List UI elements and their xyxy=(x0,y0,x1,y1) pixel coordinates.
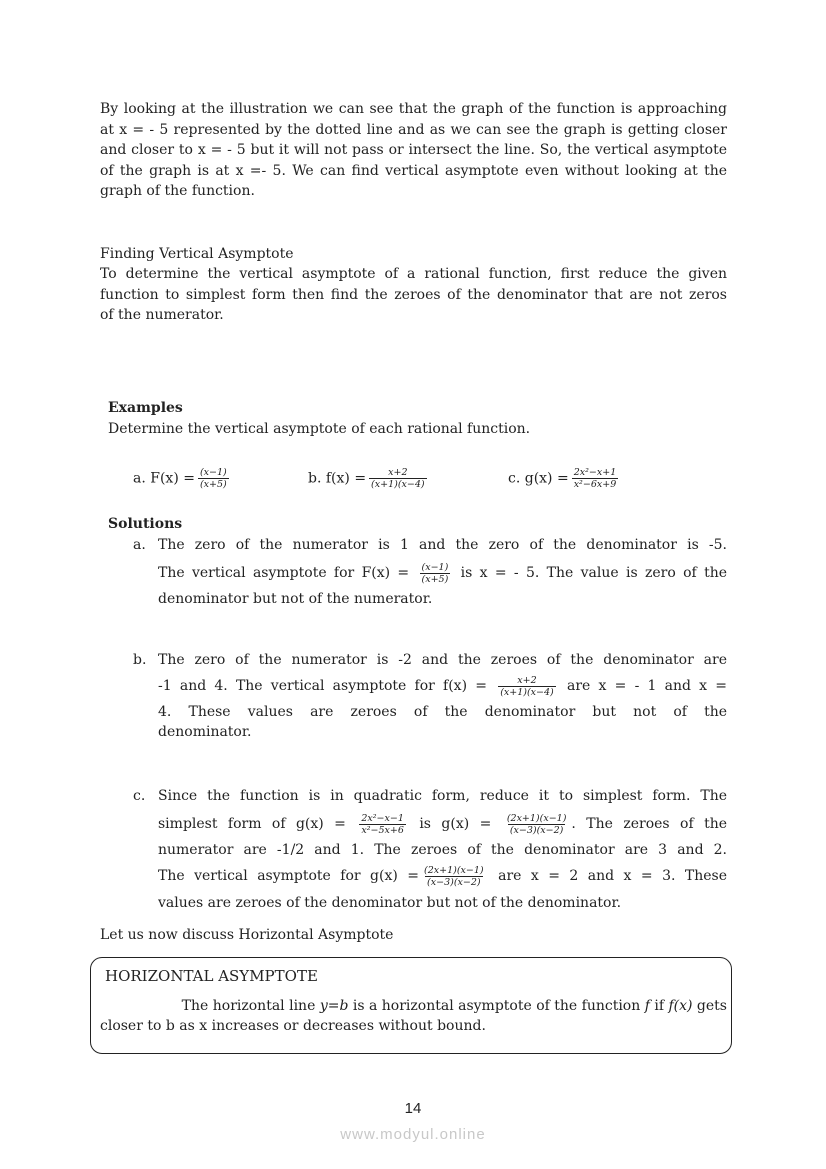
solution-line: Since the function is in quadratic form, reduce it to simplest form. The xyxy=(158,788,727,804)
finding-title: Finding Vertical Asymptote xyxy=(100,246,294,262)
examples-heading: Examples xyxy=(108,400,183,416)
solution-line: values are zeroes of the denominator but not of the denominator. xyxy=(158,895,622,911)
example-a xyxy=(133,467,232,490)
definition-title: HORIZONTAL ASYMPTOTE xyxy=(105,967,318,985)
fraction: $\frac{(x-1)}{(x+5)}$ xyxy=(199,467,227,490)
solution-line: The vertical asymptote for F(x) = $\frac{(x-1)}{(x+5)}$ is x = - 5. The value is zero of the xyxy=(158,561,727,585)
solution-line: denominator. xyxy=(158,724,252,740)
example-label: c. g(x) = xyxy=(508,470,569,487)
solution-line: 4. These values are zeroes of the denominator but not of the xyxy=(158,704,727,720)
intro-line: of the graph is at x =- 5. We can find vertical asymptote even without looking at the xyxy=(100,163,727,179)
solution-marker: b. xyxy=(133,652,147,668)
example-label: b. f(x) = xyxy=(308,470,367,487)
solution-line: numerator are -1/2 and 1. The zeroes of the denominator are 3 and 2. xyxy=(158,842,727,858)
definition-box xyxy=(90,957,732,1054)
fraction: $\frac{\text{2x²−x−1}}{\text{x²−5x+6}}$ xyxy=(361,812,404,836)
finding-line: of the numerator. xyxy=(100,307,224,323)
solution-line: denominator but not of the numerator. xyxy=(158,591,433,607)
solution-marker: c. xyxy=(133,788,146,804)
finding-line: To determine the vertical asymptote of a rational function, first reduce the given xyxy=(100,266,727,282)
solution-line: -1 and 4. The vertical asymptote for f(x) = $\frac{x+2}{(x+1)(x-4)}$ are x = - 1 and x = xyxy=(158,674,727,698)
solution-line: The vertical asymptote for g(x) = $\frac{(2x+1)(x-1)}{(x-3)(x-2)}$ are x = 2 and x = 3. These xyxy=(158,864,727,888)
fraction: $\frac{(x-1)}{(x+5)}$ xyxy=(421,561,449,585)
intro-line: at x = - 5 represented by the dotted line and as we can see the graph is getting closer xyxy=(100,122,727,138)
fraction: $\frac{x+2}{(x+1)(x-4)}$ xyxy=(371,467,425,490)
solution-line: The zero of the numerator is 1 and the zero of the denominator is -5. xyxy=(158,537,727,553)
fraction: $\frac{(2x+1)(x-1)}{(x-3)(x-2)}$ xyxy=(424,864,484,888)
example-c xyxy=(508,467,621,490)
example-b xyxy=(308,467,430,490)
page-number: 14 xyxy=(404,1100,422,1117)
finding-line: function to simplest form then find the zeroes of the denominator that are not zeros xyxy=(100,287,727,303)
transition-text: Let us now discuss Horizontal Asymptote xyxy=(100,927,394,943)
definition-line: closer to b as x increases or decreases without bound. xyxy=(100,1018,486,1034)
intro-line: graph of the function. xyxy=(100,183,255,199)
example-label: a. F(x) = xyxy=(133,470,195,487)
intro-line: By looking at the illustration we can see that the graph of the function is approaching xyxy=(100,101,727,117)
fraction: $\frac{(2x+1)(x-1)}{(x-3)(x-2)}$ xyxy=(506,812,567,836)
watermark: www.modyul.online xyxy=(340,1126,486,1143)
solutions-heading: Solutions xyxy=(108,516,183,532)
intro-line: and closer to x = - 5 but it will not pass or intersect the line. So, the vertical asymptote xyxy=(100,142,727,158)
fraction: $\frac{x+2}{(x+1)(x-4)}$ xyxy=(500,674,554,698)
examples-instruction: Determine the vertical asymptote of each rational function. xyxy=(108,421,531,437)
solution-line: simplest form of g(x) = $\frac{\text{2x²−x−1}}{\text{x²−5x+6}}$ is g(x) = $\frac{(2x+1)(x-1)}{(x-3)(x-2)}$ . The zeroes of the xyxy=(158,812,727,836)
fraction: $\frac{\text{2x²−x+1}}{\text{x²−6x+9}}$ xyxy=(573,467,617,490)
definition-line: The horizontal line y=b is a horizontal asymptote of the function f if f(x) gets xyxy=(181,998,727,1014)
solution-marker: a. xyxy=(133,537,146,553)
solution-line: The zero of the numerator is -2 and the zeroes of the denominator are xyxy=(158,652,727,668)
